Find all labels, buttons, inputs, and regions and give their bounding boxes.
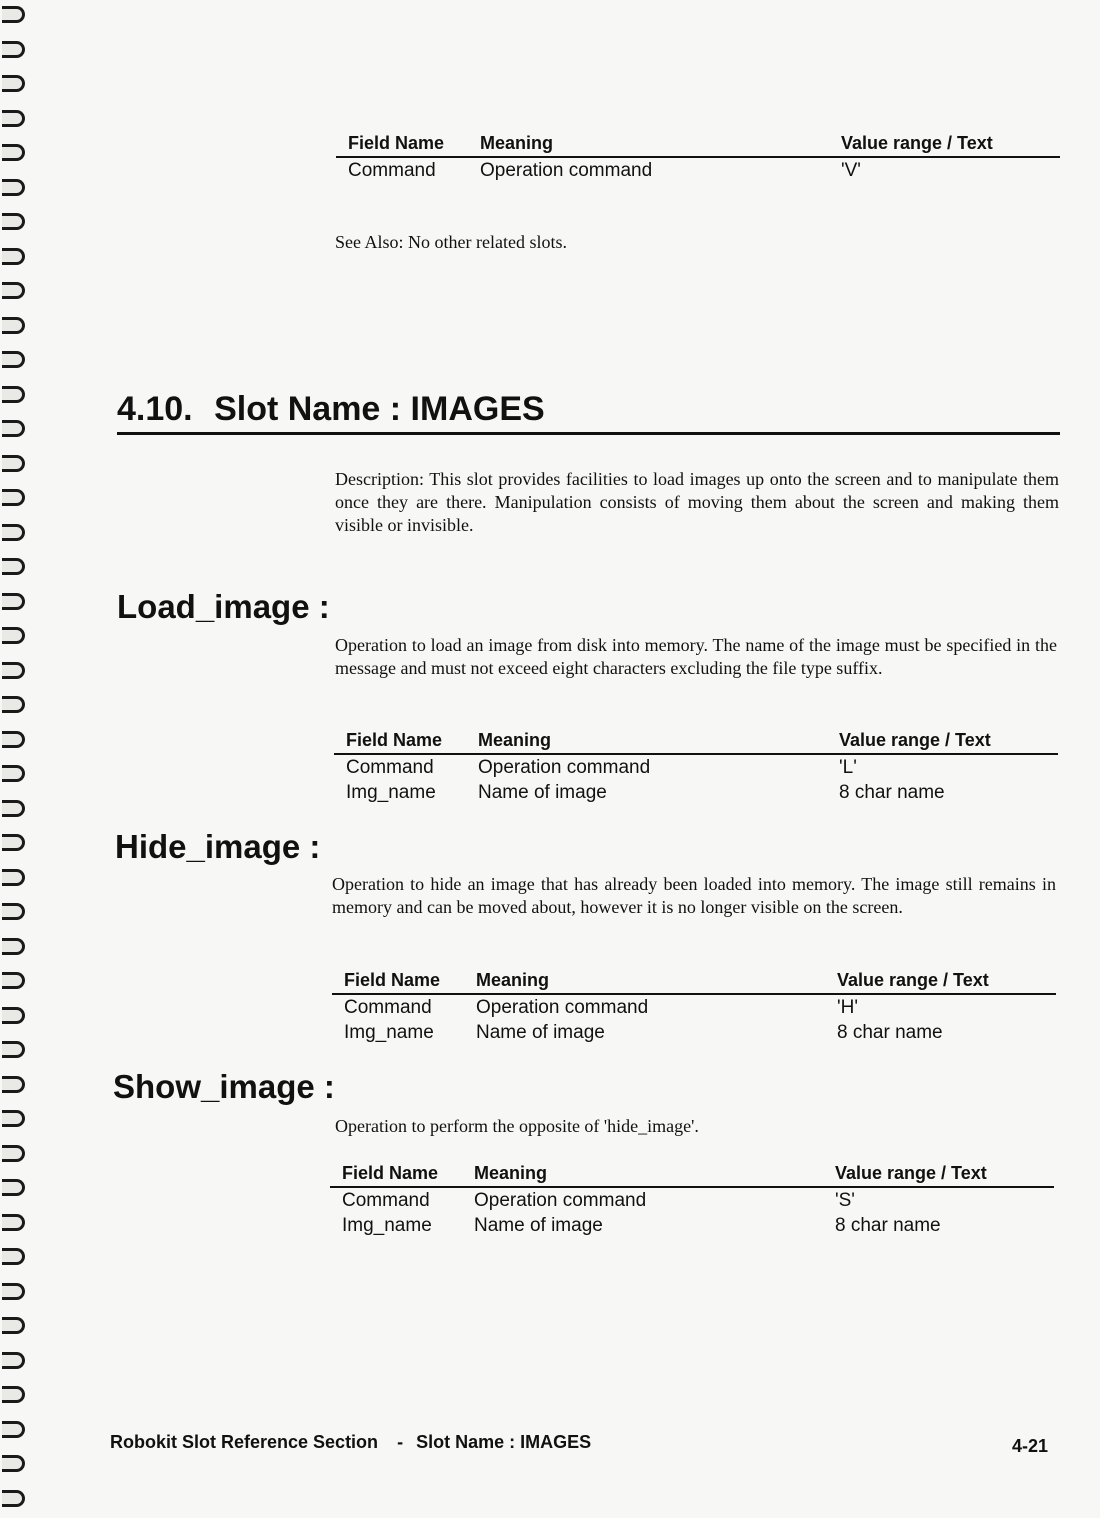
table-row — [330, 1188, 1054, 1213]
header-value-range: Value range / Text — [839, 730, 991, 750]
binding-ring — [2, 731, 25, 748]
cell-value: 'S' — [835, 1190, 855, 1211]
binding-ring — [2, 903, 25, 920]
binding-ring — [2, 1076, 25, 1093]
load-image-table — [334, 729, 1058, 805]
cell-field: Command — [342, 1190, 430, 1211]
binding-ring — [2, 1421, 25, 1438]
table-row — [334, 780, 1058, 805]
cell-value: 8 char name — [839, 782, 945, 803]
cell-value: 'V' — [841, 160, 861, 181]
cell-value: 8 char name — [835, 1215, 941, 1236]
table-header — [334, 729, 1058, 755]
binding-ring — [2, 1007, 25, 1024]
header-field-name: Field Name — [342, 1163, 439, 1183]
top-table — [336, 132, 1060, 183]
binding-ring — [2, 1248, 25, 1265]
show-image-text: Operation to perform the opposite of 'hide_image'. — [335, 1116, 699, 1136]
table-header — [336, 132, 1060, 158]
section-title: Slot Name : IMAGES — [214, 390, 545, 428]
binding-ring — [2, 869, 25, 886]
binding-ring — [2, 420, 25, 437]
cell-meaning: Operation command — [474, 1190, 647, 1211]
binding-ring — [2, 627, 25, 644]
section-description: Description: This slot provides facilities to load images up onto the screen and to manipulate them once they are there. Manipulation consists of moving them about the screen and making them visible or invisible. — [335, 469, 1059, 535]
cell-field: Command — [348, 160, 436, 181]
footer-separator: - — [397, 1432, 404, 1452]
binding-ring — [2, 1110, 25, 1127]
cell-meaning: Name of image — [474, 1215, 603, 1236]
footer-section-title: Robokit Slot Reference Section — [110, 1432, 379, 1452]
cell-meaning: Name of image — [478, 782, 607, 803]
binding-ring — [2, 765, 25, 782]
cell-value: 'H' — [837, 997, 858, 1018]
page-number: 4-21 — [1012, 1436, 1049, 1456]
header-meaning: Meaning — [480, 133, 554, 153]
load-image-text: Operation to load an image from disk into memory. The name of the image must be specified in the message and must not exceed eight characters excluding the file type suffix. — [335, 635, 1057, 678]
cell-meaning: Operation command — [476, 997, 649, 1018]
binding-ring — [2, 248, 25, 265]
header-field-name: Field Name — [344, 970, 441, 990]
header-meaning: Meaning — [476, 970, 550, 990]
binding-ring — [2, 1455, 25, 1472]
cell-field: Img_name — [344, 1022, 434, 1043]
see-also-text: See Also: No other related slots. — [335, 232, 567, 252]
header-meaning: Meaning — [478, 730, 552, 750]
binding-ring — [2, 75, 25, 92]
binding-ring — [2, 972, 25, 989]
table-row — [330, 1213, 1054, 1238]
binding-ring — [2, 800, 25, 817]
binding-ring — [2, 834, 25, 851]
page-footer — [110, 1432, 591, 1453]
header-value-range: Value range / Text — [835, 1163, 987, 1183]
binding-ring — [2, 282, 25, 299]
cell-value: 'L' — [839, 757, 857, 778]
section-rule — [117, 432, 1060, 435]
binding-ring — [2, 1283, 25, 1300]
binding-ring — [2, 696, 25, 713]
binding-ring — [2, 455, 25, 472]
binding-ring — [2, 1386, 25, 1403]
binding-ring — [2, 1145, 25, 1162]
binding-ring — [2, 489, 25, 506]
show-image-heading: Show_image : — [113, 1068, 335, 1105]
cell-meaning: Name of image — [476, 1022, 605, 1043]
header-meaning: Meaning — [474, 1163, 548, 1183]
binding-ring — [2, 386, 25, 403]
hide-image-heading: Hide_image : — [115, 828, 321, 865]
binding-ring — [2, 213, 25, 230]
spiral-binding — [0, 0, 30, 1518]
binding-ring — [2, 1214, 25, 1231]
show-image-table — [330, 1162, 1054, 1238]
table-header — [332, 969, 1056, 995]
binding-ring — [2, 558, 25, 575]
binding-ring — [2, 41, 25, 58]
binding-ring — [2, 110, 25, 127]
binding-ring — [2, 938, 25, 955]
binding-ring — [2, 179, 25, 196]
binding-ring — [2, 144, 25, 161]
table-row — [336, 158, 1060, 183]
binding-ring — [2, 317, 25, 334]
cell-meaning: Operation command — [478, 757, 651, 778]
header-field-name: Field Name — [346, 730, 443, 750]
load-image-heading: Load_image : — [117, 588, 330, 625]
binding-ring — [2, 593, 25, 610]
section-heading — [117, 390, 545, 429]
cell-field: Command — [346, 757, 434, 778]
cell-field: Img_name — [342, 1215, 432, 1236]
table-row — [334, 755, 1058, 780]
binding-ring — [2, 524, 25, 541]
binding-ring — [2, 1352, 25, 1369]
hide-image-text: Operation to hide an image that has already been loaded into memory. The image still remains in memory and can be moved about, however it is no longer visible on the screen. — [332, 874, 1056, 917]
section-number: 4.10. — [117, 390, 193, 428]
cell-value: 8 char name — [837, 1022, 943, 1043]
table-header — [330, 1162, 1054, 1188]
header-value-range: Value range / Text — [841, 133, 993, 153]
cell-meaning: Operation command — [480, 160, 653, 181]
binding-ring — [2, 6, 25, 23]
table-row — [332, 1020, 1056, 1045]
table-row — [332, 995, 1056, 1020]
hide-image-table — [332, 969, 1056, 1045]
binding-ring — [2, 662, 25, 679]
footer-slot-name: Slot Name : IMAGES — [416, 1432, 592, 1452]
binding-ring — [2, 1317, 25, 1334]
header-value-range: Value range / Text — [837, 970, 989, 990]
binding-ring — [2, 1179, 25, 1196]
cell-field: Img_name — [346, 782, 436, 803]
binding-ring — [2, 351, 25, 368]
header-field-name: Field Name — [348, 133, 445, 153]
binding-ring — [2, 1041, 25, 1058]
cell-field: Command — [344, 997, 432, 1018]
binding-ring — [2, 1490, 25, 1507]
